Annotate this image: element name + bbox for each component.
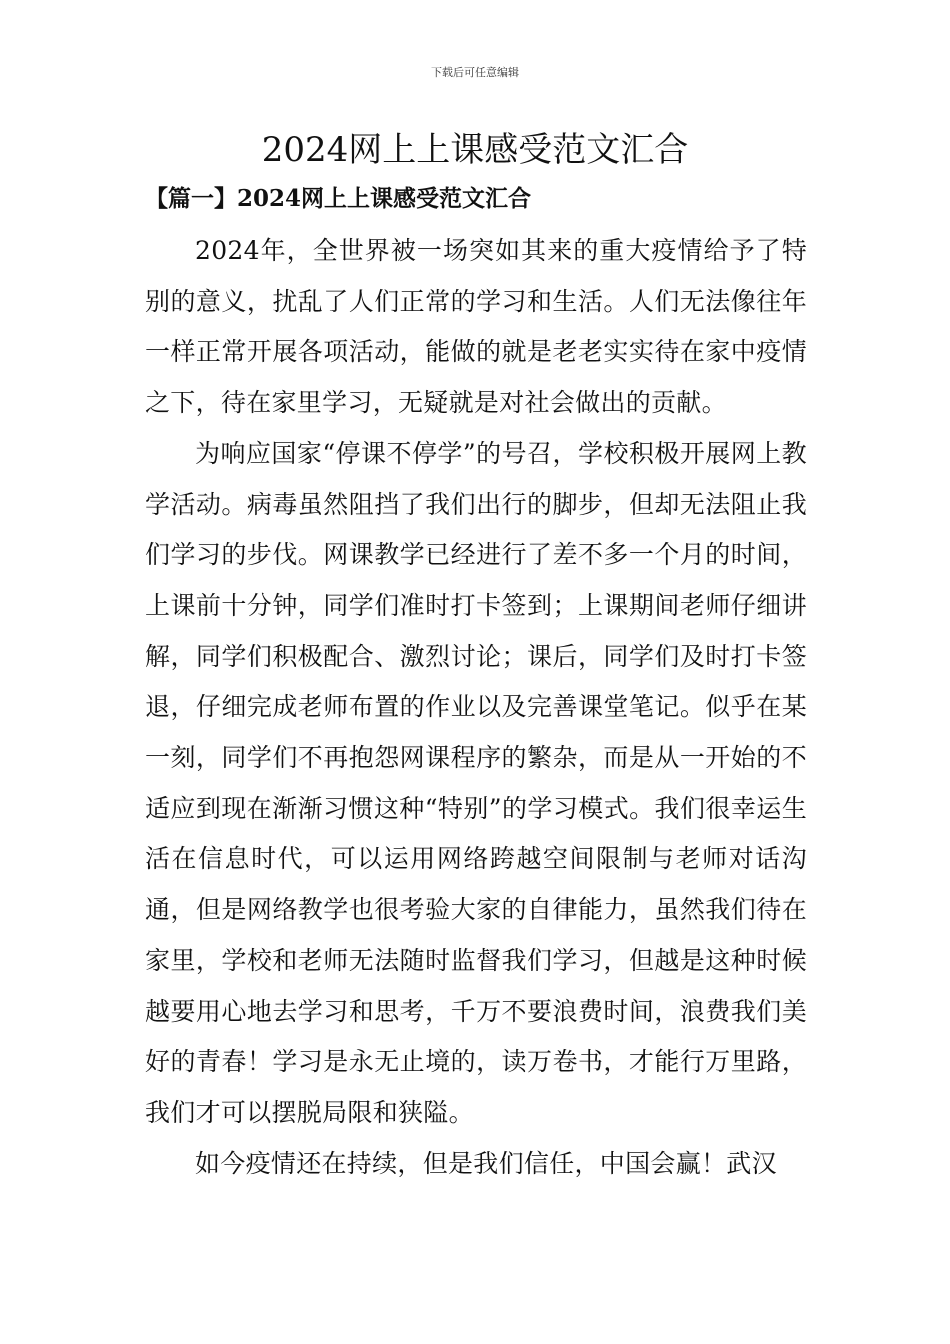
section-heading: 【篇一】2024网上上课感受范文汇合 xyxy=(145,185,532,212)
paragraph: 如今疫情还在持续，但是我们信任，中国会赢！武汉 xyxy=(195,1148,777,1178)
document-title: 2024网上上课感受范文汇合 xyxy=(261,130,689,170)
paragraph: 2024年，全世界被一场突如其来的重大疫情给予了特别的意义，扰乱了人们正常的学习和生活。人们无法像往年一样正常开展各项活动，能做的就是老老实实待在家中疫情之下，待在家里学习，无疑就是对社会做出的贡献。 xyxy=(145,236,807,418)
header-note: 下载后可任意编辑 xyxy=(431,66,519,79)
paragraph: 为响应国家“停课不停学”的号召，学校积极开展网上教学活动。病毒虽然阻挡了我们出行的脚步，但却无法阻止我们学习的步伐。网课教学已经进行了差不多一个月的时间，上课前十分钟，同学们准时打卡签到；上课期间老师仔细讲解，同学们积极配合、激烈讨论；课后，同学们及时打卡签退，仔细完成老师布置的作业以及完善课堂笔记。似乎在某一刻，同学们不再抱怨网课程序的繁杂，而是从一开始的不适应到现在渐渐习惯这种“特别”的学习模式。我们很幸运生活在信息时代，可以运用网络跨越空间限制与老师对话沟通，但是网络教学也很考验大家的自律能力，虽然我们待在家里，学校和老师无法随时监督我们学习，但越是这种时候越要用心地去学习和思考，千万不要浪费时间，浪费我们美好的青春！学习是永无止境的，读万卷书，才能行万里路，我们才可以摆脱局限和狭隘。 xyxy=(145,438,807,1127)
document-body xyxy=(145,226,807,1189)
